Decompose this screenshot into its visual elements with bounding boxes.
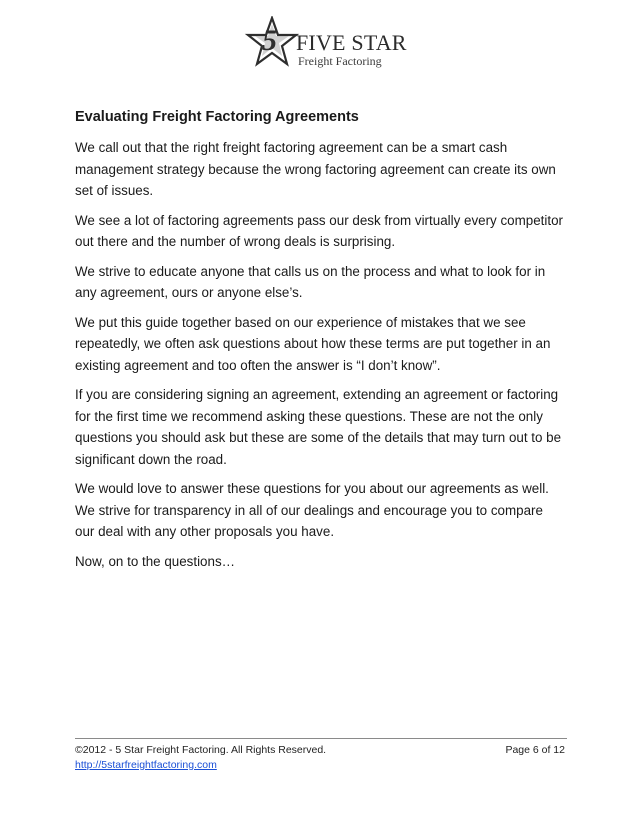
paragraph: Now, on to the questions… xyxy=(75,553,236,569)
document-body xyxy=(75,108,565,580)
company-logo xyxy=(244,16,407,68)
footer-left xyxy=(75,743,326,773)
logo-tagline: Freight Factoring xyxy=(298,54,382,68)
logo-wordmark: FIVE STAR xyxy=(296,30,407,55)
logo-numeral: 5 xyxy=(262,24,277,57)
footer-website-link[interactable]: http://5starfreightfactoring.com xyxy=(75,759,217,771)
footer-divider xyxy=(75,738,567,739)
footer-page-number: Page 6 of 12 xyxy=(505,744,565,756)
paragraph: We put this guide together based on our experience of mistakes that we see repeatedly, we often ask questions about how these terms are put together in an existing agreement and too often the answer is “I don’t know”. xyxy=(75,314,551,373)
paragraph: We call out that the right freight factoring agreement can be a smart cash management strategy because the wrong factoring agreement can create its own set of issues. xyxy=(75,140,556,198)
footer-copyright: ©2012 - 5 Star Freight Factoring. All Rights Reserved. xyxy=(75,744,327,756)
paragraph: We strive to educate anyone that calls us on the process and what to look for in any agreement, ours or anyone else’s. xyxy=(75,263,546,300)
document-heading: Evaluating Freight Factoring Agreements xyxy=(75,109,359,125)
paragraph: If you are considering signing an agreement, extending an agreement or factoring for the first time we recommend asking these questions. These are not the only questions you should ask but these are some of the details that may turn out to be significant down the road. xyxy=(75,387,562,467)
paragraph: We see a lot of factoring agreements pass our desk from virtually every competitor out there and the number of wrong deals is surprising. xyxy=(75,212,563,249)
paragraph: We would love to answer these questions for you about our agreements as well. We strive for transparency in all of our dealings and encourage you to compare our deal with any other proposals you have. xyxy=(75,481,549,539)
